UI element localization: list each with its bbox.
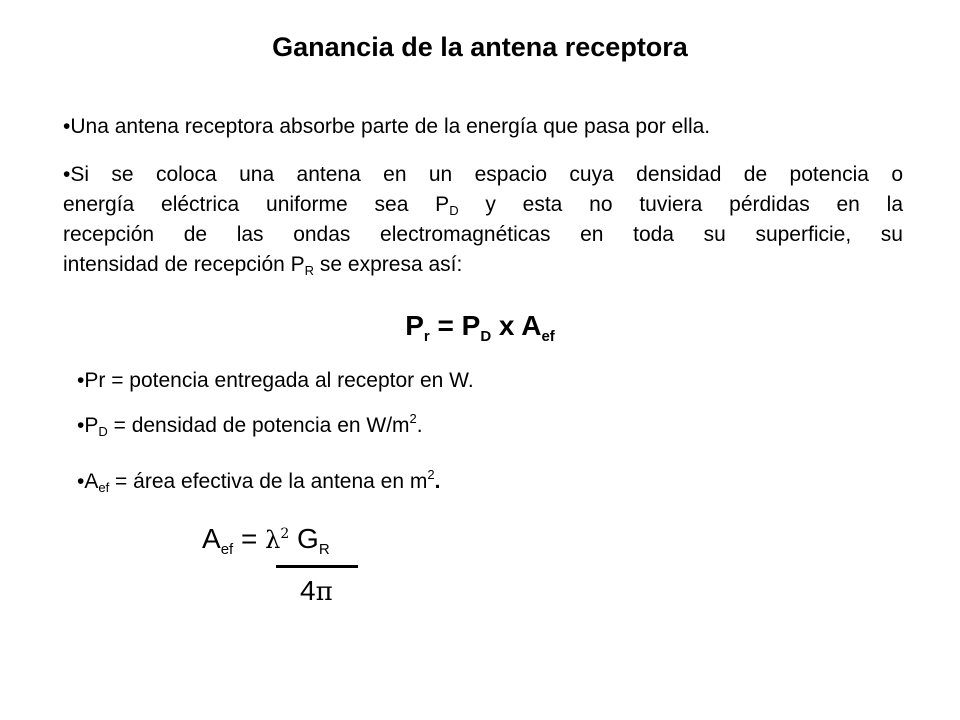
definition-pr: •Pr = potencia entregada al receptor en W.: [77, 369, 474, 392]
paragraph-line-2: energía eléctrica uniforme sea $P_D$ y esta no tuviera pérdidas en la: [63, 193, 904, 218]
formula-received-power: $P_r = P_D$ x $A_{ef}$: [405, 310, 555, 345]
pi-symbol: π: [315, 577, 333, 607]
formula-effective-area-numerator: $A_{ef} = \lambda^2$ $G_R$: [202, 523, 330, 558]
bullet-absorption: [63, 112, 903, 142]
formula-effective-area-denominator: 4π: [300, 575, 333, 607]
lambda-symbol: λ: [265, 526, 281, 554]
bullet-dot: •: [77, 414, 85, 437]
subscript-d: D: [449, 203, 459, 218]
bullet-density-paragraph: [63, 160, 903, 280]
bullet-dot: •: [63, 115, 71, 138]
subscript-r: R: [304, 263, 315, 278]
definition-pd: $•P_D$ = densidad de potencia en $W/m^2$.: [77, 411, 423, 439]
slide-title: Ganancia de la antena receptora: [272, 32, 688, 62]
fraction-bar: [276, 565, 358, 568]
bullet-dot: •: [77, 470, 85, 493]
bullet-dot: •: [63, 163, 71, 186]
bullet-dot: •: [77, 369, 85, 392]
paragraph-line-4: intensidad de recepción $P_R$ se expresa así:: [63, 253, 463, 278]
paragraph-line-3: recepción de las ondas electromagnéticas en toda su superficie, su: [63, 223, 903, 246]
definition-aef: $•A_{ef}$ = área efectiva de la antena en $m^2$.: [77, 467, 441, 495]
paragraph-line-1: •Si se coloca una antena en un espacio cuya densidad de potencia o: [63, 163, 903, 186]
bullet-text: Una antena receptora absorbe parte de la energía que pasa por ella.: [70, 115, 711, 138]
